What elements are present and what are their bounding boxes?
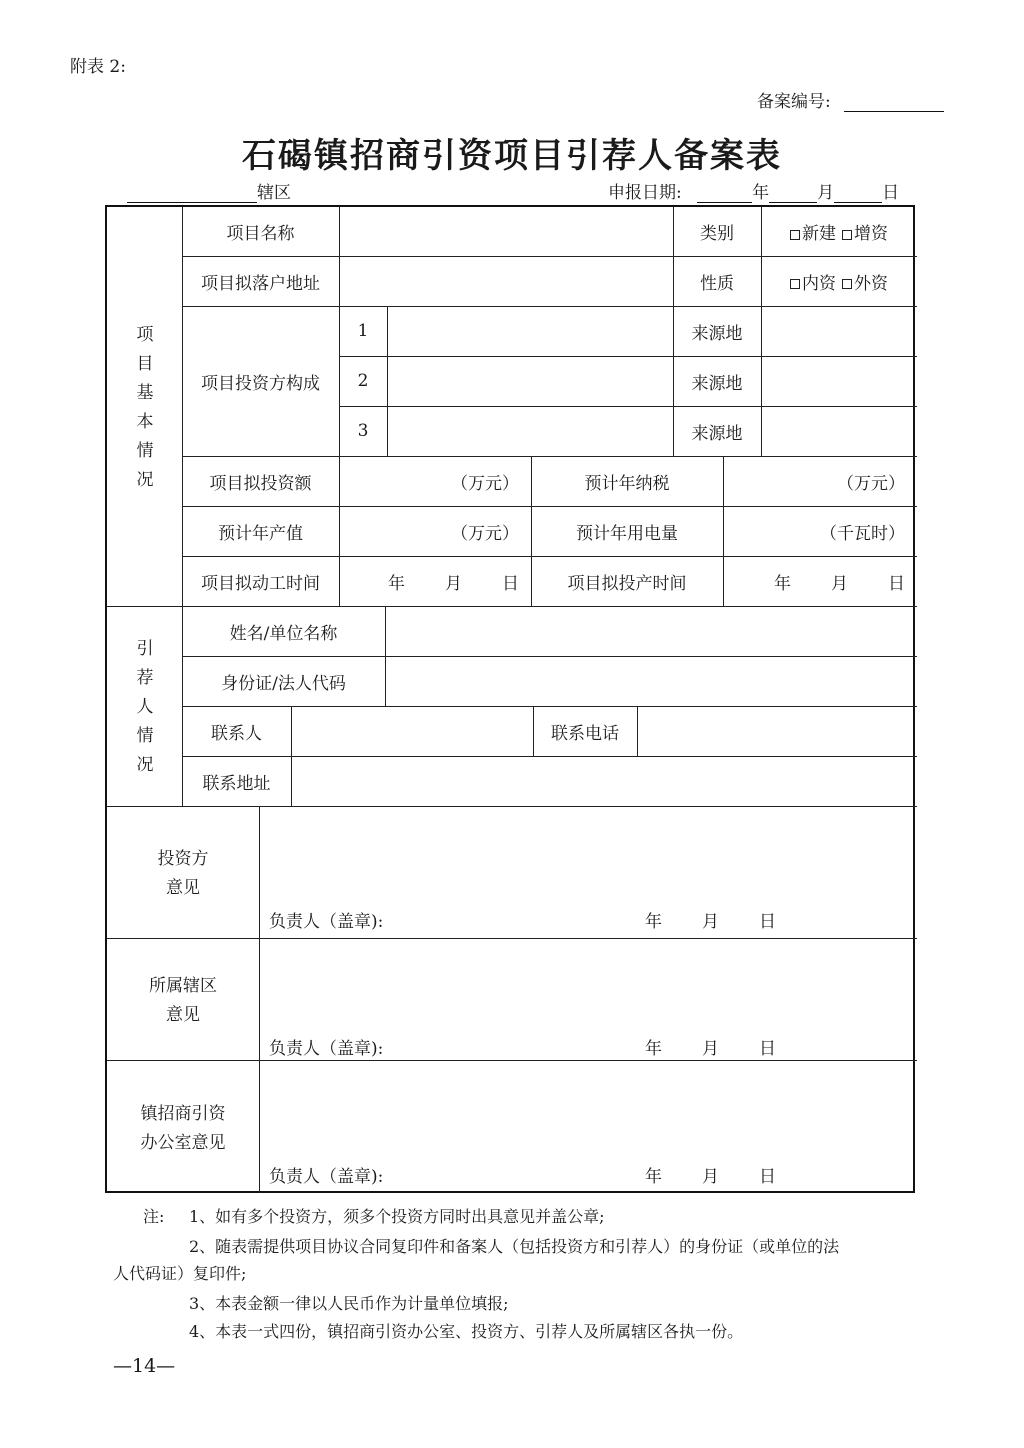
investor-row-number: 3 xyxy=(357,421,369,441)
investor-opinion-label: 投资方 意见 xyxy=(157,849,209,898)
annual-power-label: 预计年用电量 xyxy=(576,523,678,544)
district-label: 辖区 xyxy=(257,183,291,203)
district-line xyxy=(127,178,291,203)
production-time-label: 项目拟投产时间 xyxy=(567,573,687,594)
investor-row-number: 1 xyxy=(357,321,369,341)
report-date-label: 申报日期: xyxy=(608,183,682,203)
nature-label: 性质 xyxy=(700,273,734,294)
investor-1-field[interactable] xyxy=(388,306,673,356)
filing-form-table xyxy=(105,205,915,1193)
annual-output-label: 预计年产值 xyxy=(218,523,303,544)
source-3-field[interactable] xyxy=(762,406,917,456)
production-time-field[interactable]: 年 月 日 xyxy=(774,573,905,594)
start-time-field[interactable]: 年 月 日 xyxy=(388,573,519,594)
investor-signature: 负责人（盖章): xyxy=(269,912,384,932)
referrer-id-label: 身份证/法人代码 xyxy=(221,673,346,694)
annual-tax-label: 预计年纳税 xyxy=(584,473,670,494)
annual-tax-field[interactable]: （万元） xyxy=(837,473,905,494)
checkbox-capital-increase[interactable]: 增资 xyxy=(842,219,888,244)
contact-person-label: 联系人 xyxy=(211,723,262,744)
report-day-field[interactable] xyxy=(834,184,882,203)
referrer-name-label: 姓名/单位名称 xyxy=(229,623,338,644)
filing-number-label: 备案编号: xyxy=(757,92,831,112)
checkbox-domestic[interactable]: 内资 xyxy=(790,269,836,294)
referrer-id-field[interactable] xyxy=(386,656,917,706)
office-sign-date: 年 月 日 xyxy=(645,1167,776,1187)
annual-power-field[interactable]: （千瓦时） xyxy=(820,523,905,544)
referrer-name-field[interactable] xyxy=(386,606,917,656)
note-2-continued: 人代码证）复印件; xyxy=(113,1264,247,1283)
investor-3-field[interactable] xyxy=(388,406,673,456)
note-1: 1、如有多个投资方，须多个投资方同时出具意见并盖公章; xyxy=(189,1207,605,1226)
annual-output-field[interactable]: （万元） xyxy=(451,523,519,544)
district-field[interactable] xyxy=(127,184,257,203)
source-2-field[interactable] xyxy=(762,356,917,406)
form-title: 石碣镇招商引资项目引荐人备案表 xyxy=(242,136,782,176)
district-sign-date: 年 月 日 xyxy=(645,1039,776,1059)
note-3: 3、本表金额一律以人民币作为计量单位填报; xyxy=(189,1294,509,1313)
contact-address-label: 联系地址 xyxy=(202,773,271,794)
page-number: —14— xyxy=(113,1355,176,1377)
investor-sign-date: 年 月 日 xyxy=(645,912,776,932)
note-4: 4、本表一式四份，镇招商引资办公室、投资方、引荐人及所属辖区各执一份。 xyxy=(189,1322,744,1341)
checkbox-foreign[interactable]: 外资 xyxy=(842,269,888,294)
district-opinion-label: 所属辖区 意见 xyxy=(149,976,217,1025)
office-opinion-label: 镇招商引资 办公室意见 xyxy=(140,1104,226,1153)
category-label: 类别 xyxy=(700,224,734,244)
contact-phone-field[interactable] xyxy=(638,706,917,756)
report-year-field[interactable] xyxy=(697,184,752,203)
month-label: 月 xyxy=(817,183,835,203)
investors-label: 项目投资方构成 xyxy=(201,373,320,394)
source-label: 来源地 xyxy=(691,323,743,344)
investor-row-number: 2 xyxy=(357,371,369,391)
note-2: 2、随表需提供项目协议合同复印件和备案人（包括投资方和引荐人）的身份证（或单位的法 xyxy=(189,1237,840,1256)
day-label: 日 xyxy=(882,183,900,203)
contact-phone-label: 联系电话 xyxy=(551,723,619,744)
category-options xyxy=(761,207,917,256)
start-time-label: 项目拟动工时间 xyxy=(201,573,320,594)
investment-amount-label: 项目拟投资额 xyxy=(209,473,312,494)
source-label: 来源地 xyxy=(691,423,743,444)
project-name-label: 项目名称 xyxy=(226,224,295,244)
office-signature: 负责人（盖章): xyxy=(269,1167,384,1187)
address-label: 项目拟落户地址 xyxy=(201,273,320,294)
source-label: 来源地 xyxy=(691,373,743,394)
section-project-basic-info: 项 目 基 本 情 况 xyxy=(136,325,154,490)
investment-amount-field[interactable]: （万元） xyxy=(451,473,519,494)
project-name-field[interactable] xyxy=(340,207,673,256)
report-date xyxy=(608,178,899,203)
contact-address-field[interactable] xyxy=(292,756,917,806)
checkbox-new[interactable]: 新建 xyxy=(790,219,836,244)
section-referrer-info: 引 荐 人 情 况 xyxy=(136,639,154,775)
investor-2-field[interactable] xyxy=(388,356,673,406)
filing-number-field[interactable] xyxy=(844,93,944,112)
contact-person-field[interactable] xyxy=(292,706,533,756)
notes-prefix: 注: xyxy=(143,1207,165,1226)
address-field[interactable] xyxy=(340,256,673,306)
nature-options xyxy=(761,256,917,306)
filing-number xyxy=(757,87,944,112)
report-month-field[interactable] xyxy=(769,184,817,203)
year-label: 年 xyxy=(752,183,770,203)
appendix-label: 附表 2: xyxy=(70,57,126,77)
district-signature: 负责人（盖章): xyxy=(269,1039,384,1059)
source-1-field[interactable] xyxy=(762,306,917,356)
